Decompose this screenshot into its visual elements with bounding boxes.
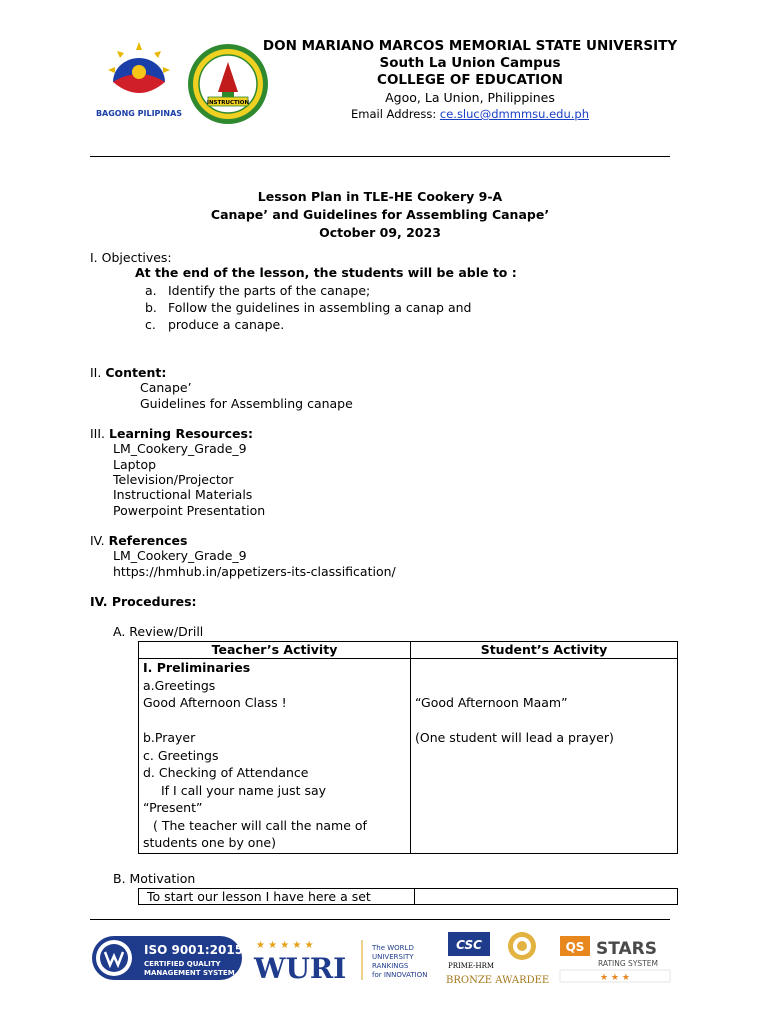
teacher-line: If I call your name just say [161, 782, 327, 798]
resources-numeral: III. [90, 426, 110, 441]
student-line: “Good Afternoon Maam” [415, 695, 568, 710]
objective-item-c [145, 317, 285, 333]
student-line-spacer [415, 712, 673, 730]
iso-sub2: MANAGEMENT SYSTEM [144, 969, 235, 977]
resource-item: Powerpoint Presentation [113, 503, 266, 518]
preliminaries-heading: I. Preliminaries [143, 660, 251, 675]
motivation-teacher-cell: To start our lesson I have here a set [139, 889, 415, 905]
column-header-teacher: Teacher’s Activity [139, 642, 411, 659]
college-name: COLLEGE OF EDUCATION [377, 72, 563, 88]
content-label: Content: [105, 365, 167, 380]
qs-stars-logo [560, 936, 670, 983]
procedures-heading: IV. Procedures: [90, 594, 197, 609]
resource-item: Television/Projector [113, 472, 234, 487]
iso-title: ISO 9001:2015 [144, 943, 244, 957]
csc-logo [446, 932, 549, 986]
wuri-logo [253, 940, 427, 985]
content-item: Guidelines for Assembling canape [140, 396, 353, 411]
review-drill-table [138, 641, 678, 854]
objectives-intro: At the end of the lesson, the students will be able to : [135, 265, 517, 280]
teacher-line: b.Prayer [143, 730, 196, 745]
lesson-plan-title [90, 188, 670, 242]
university-header [260, 38, 680, 123]
content-item: Canape’ [140, 380, 192, 395]
content-heading [90, 365, 166, 381]
reference-link[interactable]: https://hmhub.in/appetizers-its-classification/ [113, 564, 396, 579]
stars-text: STARS [596, 939, 658, 959]
content-numeral: II. [90, 365, 106, 380]
wuri-text1: The WORLD [372, 944, 414, 952]
csc-text: CSC [456, 938, 482, 952]
references-heading [90, 533, 187, 549]
bronze-text: BRONZE AWARDEE [446, 975, 550, 986]
objective-text: Follow the guidelines in assembling a canap and [168, 300, 472, 315]
footer-divider [90, 919, 670, 920]
objective-marker: a. [145, 283, 157, 298]
qs-stars: ★ ★ ★ [600, 973, 630, 983]
teacher-line-spacer [143, 712, 406, 730]
reference-item: LM_Cookery_Grade_9 [113, 548, 247, 563]
objective-marker: b. [145, 300, 157, 315]
teacher-line: a.Greetings [143, 677, 216, 693]
header-divider [90, 156, 670, 157]
iso-sub1: CERTIFIED QUALITY [144, 960, 221, 968]
qs-text: QS [565, 940, 585, 954]
teacher-line: c. Greetings [143, 747, 219, 763]
resources-label: Learning Resources: [109, 426, 253, 441]
email-line [260, 106, 680, 123]
iso-badge [92, 936, 243, 980]
review-drill-label: A. Review/Drill [113, 624, 204, 639]
campus-name: South La Union Campus [379, 55, 561, 71]
column-header-student: Student’s Activity [411, 642, 678, 659]
email-label: Email Address: [351, 107, 440, 121]
bagong-pilipinas-text: BAGONG PILIPINAS [95, 109, 183, 118]
resource-item: Instructional Materials [113, 487, 253, 502]
objective-text: Identify the parts of the canape; [168, 283, 371, 298]
resource-item: LM_Cookery_Grade_9 [113, 441, 247, 456]
title-line-2: Canape’ and Guidelines for Assembling Canape’ [210, 207, 550, 222]
title-line-3: October 09, 2023 [319, 225, 441, 240]
wuri-text2: UNIVERSITY [372, 953, 414, 961]
student-activity-cell [411, 659, 678, 854]
footer-accreditation-logos [90, 928, 674, 988]
wuri-title: WURI [254, 952, 347, 985]
references-label: References [108, 533, 188, 548]
address: Agoo, La Union, Philippines [385, 90, 555, 105]
motivation-label: B. Motivation [113, 871, 196, 886]
prime-text: PRIME-HRM [448, 962, 495, 970]
email-link[interactable]: ce.sluc@dmmmsu.edu.ph [439, 107, 589, 121]
teacher-line: Good Afternoon Class ! [143, 695, 287, 710]
university-seal [186, 42, 270, 126]
objective-text: produce a canape. [168, 317, 285, 332]
teacher-activity-cell [139, 659, 411, 854]
teacher-line: d. Checking of Attendance [143, 765, 309, 780]
motivation-student-cell [415, 889, 678, 905]
resources-heading [90, 426, 253, 442]
teacher-line: ( The teacher will call the name of [153, 817, 367, 833]
university-name: DON MARIANO MARCOS MEMORIAL STATE UNIVERSITY [262, 38, 678, 54]
bagong-pilipinas-logo [94, 40, 184, 120]
motivation-table [138, 888, 678, 905]
objectives-heading: I. Objectives: [90, 250, 172, 265]
rating-text: RATING SYSTEM [598, 959, 658, 968]
student-line-spacer [415, 659, 673, 677]
student-line: (One student will lead a prayer) [415, 730, 614, 745]
objective-marker: c. [145, 317, 156, 332]
seal-text: INSTRUCTION [206, 100, 250, 106]
resource-item: Laptop [113, 457, 157, 472]
title-line-1: Lesson Plan in TLE-HE Cookery 9-A [257, 189, 503, 204]
wuri-text3: RANKINGS [372, 962, 409, 970]
teacher-line: “Present” [143, 800, 203, 815]
references-numeral: IV. [90, 533, 109, 548]
objective-item-a [145, 283, 371, 299]
objective-item-b [145, 300, 472, 316]
student-line-spacer [415, 677, 673, 695]
wuri-stars: ★ ★ ★ ★ ★ [256, 940, 314, 951]
wuri-text4: for INNOVATION [372, 971, 428, 979]
teacher-line: students one by one) [143, 835, 276, 850]
